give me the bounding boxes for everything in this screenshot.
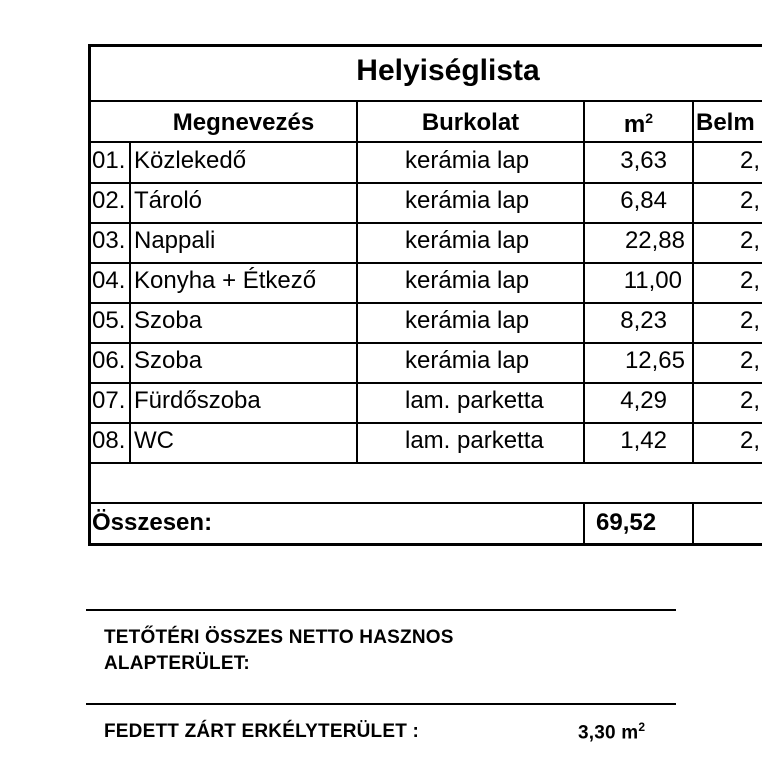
header-area-unit: m: [623, 111, 646, 138]
net-area-label: [104, 625, 454, 676]
row-height: 2,: [740, 347, 761, 374]
table-top-border: [88, 44, 762, 47]
col-separator-total-area: [583, 504, 585, 544]
row-flooring: kerámia lap: [405, 347, 530, 374]
row-room-name: Tároló: [134, 187, 203, 214]
row-area: 11,00: [623, 267, 682, 294]
row-flooring: kerámia lap: [405, 227, 530, 254]
col-separator-name: [356, 102, 358, 464]
balcony-area-value: [578, 719, 645, 746]
row-height: 2,: [740, 187, 761, 214]
row-separator: [88, 182, 762, 184]
table-title: Helyiséglista: [356, 54, 540, 87]
row-room-name: Szoba: [134, 307, 203, 334]
row-flooring: kerámia lap: [405, 147, 530, 174]
balcony-area-sup: 2: [638, 720, 646, 734]
row-flooring: kerámia lap: [405, 307, 530, 334]
row-area: 6,84: [620, 187, 667, 214]
net-area-label-line2: ALAPTERÜLET:: [104, 652, 250, 674]
row-room-name: Fürdőszoba: [134, 387, 261, 414]
total-top-border: [88, 502, 762, 504]
net-area-label-line1: TETŐTÉRI ÖSSZES NETTO HASZNOS: [104, 627, 454, 648]
row-separator: [88, 222, 762, 224]
row-flooring: kerámia lap: [405, 187, 530, 214]
row-number: 02.: [92, 187, 126, 214]
header-floor: Burkolat: [421, 109, 520, 136]
total-value: 69,52: [596, 509, 657, 536]
row-separator: [88, 302, 762, 304]
row-area: 1,42: [620, 427, 667, 454]
total-label: Összesen:: [92, 509, 213, 536]
row-area: 12,65: [624, 347, 685, 374]
row-separator: [88, 342, 762, 344]
row-height: 2,: [740, 307, 761, 334]
header-height: Belm: [696, 109, 755, 136]
table-bottom-border: [88, 543, 762, 546]
row-area: 4,29: [620, 387, 667, 414]
row-number: 04.: [92, 267, 126, 294]
row-room-name: WC: [134, 427, 174, 454]
header-area-sup: 2: [645, 110, 654, 126]
header-bottom-border: [88, 141, 762, 143]
row-room-name: Konyha + Étkező: [134, 267, 317, 294]
row-number: 07.: [92, 387, 126, 414]
notes-middle-divider: [86, 703, 676, 705]
notes-top-divider: [86, 609, 676, 611]
row-number: 06.: [92, 347, 126, 374]
col-separator-total-height: [692, 504, 694, 544]
row-room-name: Közlekedő: [134, 147, 247, 174]
row-number: 03.: [92, 227, 126, 254]
row-height: 2,: [740, 427, 761, 454]
row-number: 08.: [92, 427, 126, 454]
header-area: [585, 111, 692, 137]
row-number: 01.: [92, 147, 126, 174]
col-separator-area: [692, 102, 694, 464]
table-left-border: [88, 44, 91, 546]
row-area: 3,63: [620, 147, 667, 174]
row-separator: [88, 422, 762, 424]
row-room-name: Szoba: [134, 347, 203, 374]
row-height: 2,: [740, 147, 761, 174]
row-height: 2,: [740, 267, 761, 294]
row-height: 2,: [740, 387, 761, 414]
row-room-name: Nappali: [134, 227, 216, 254]
balcony-area-label: FEDETT ZÁRT ERKÉLYTERÜLET :: [104, 721, 420, 742]
row-separator: [88, 262, 762, 264]
row-area: 8,23: [620, 307, 667, 334]
row-height: 2,: [740, 227, 761, 254]
row-flooring: kerámia lap: [405, 267, 530, 294]
row-number: 05.: [92, 307, 126, 334]
balcony-area-number: 3,30 m: [578, 722, 639, 744]
title-bottom-border: [88, 100, 762, 102]
header-name: Megnevezés: [172, 109, 315, 136]
row-flooring: lam. parketta: [405, 387, 544, 414]
row-separator: [88, 382, 762, 384]
row-area: 22,88: [624, 227, 685, 254]
col-separator-number: [129, 143, 131, 463]
row-separator: [88, 462, 762, 464]
row-flooring: lam. parketta: [405, 427, 544, 454]
